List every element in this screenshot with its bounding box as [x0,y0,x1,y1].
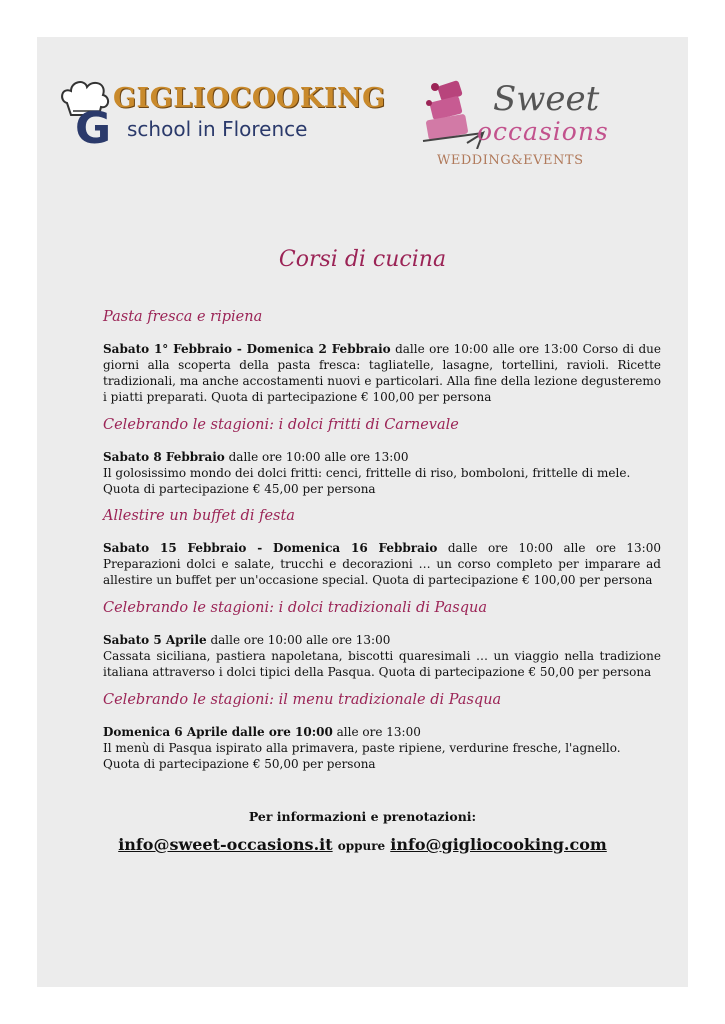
course-time: dalle ore 10:00 alle ore 13:00 [390,342,579,356]
course-description: Il golosissimo mondo dei dolci fritti: cenci, frittelle di riso, bomboloni, frittelle di mele. [103,466,631,480]
course-heading: Allestire un buffet di festa [103,508,295,524]
sweet-word: Sweet [493,79,600,119]
course-date: Sabato 5 Aprile [103,633,207,647]
course-block [103,690,661,772]
gigliocooking-logo [59,77,386,157]
email-link-sweet-occasions[interactable]: info@sweet-occasions.it [118,835,333,854]
course-description: Il menù di Pasqua ispirato alla primavera, paste ripiene, verdurine fresche, l'agnello. [103,741,621,755]
course-description: Preparazioni dolci e salate, trucchi e decorazioni … un corso completo per imparare ad allestire un buffet per un'occasione special. Quota di partecipazione € 100,00 per persona [103,557,661,587]
course-time: dalle ore 10:00 alle ore 13:00 [437,541,661,555]
occasions-word: occasions [477,117,609,146]
course-block [103,506,661,588]
gigliocooking-title: GIGLIOCOOKING [113,83,386,114]
course-date: Sabato 1° Febbraio - Domenica 2 Febbraio [103,342,391,356]
email-separator: oppure [337,839,386,853]
sweet-occasions-logo [417,77,632,169]
course-body [103,341,661,405]
course-block [103,307,661,405]
page-title: Corsi di cucina [278,247,447,272]
course-heading: Celebrando le stagioni: il menu tradizionale di Pasqua [103,692,502,708]
course-body [103,632,661,680]
course-date: Sabato 15 Febbraio - Domenica 16 Febbraio [103,541,438,555]
course-time: alle ore 13:00 [332,725,421,739]
course-block [103,598,661,680]
course-time: dalle ore 10:00 alle ore 13:00 [206,633,391,647]
course-block [103,415,661,497]
email-link-gigliocooking[interactable]: info@gigliocooking.com [390,835,607,854]
course-description: Cassata siciliana, pastiera napoletana, biscotti quaresimali … un viaggio nella tradizione italiana attraverso i dolci tipici della Pasqua. Quota di partecipazione € 50,00 per persona [103,649,661,679]
info-heading: Per informazioni e prenotazioni: [248,809,477,824]
course-body [103,724,661,772]
course-price: Quota di partecipazione € 45,00 per persona [103,482,376,496]
course-date: Sabato 8 Febbraio [103,450,225,464]
gigliocooking-g-letter: G [75,103,112,154]
course-description: Corso di due giorni alla scoperta della pasta fresca: tagliatelle, lasagne, tortellini, ravioli. Ricette tradizionali, ma anche accostamenti nuovi e particolari. Alla fine della lezione degusteremo i piatti preparati. Quota di partecipazione € 100,00 per persona [103,342,661,404]
course-price: Quota di partecipazione € 50,00 per persona [103,757,376,771]
wedding-events-label: WEDDING&EVENTS [437,153,584,168]
course-body [103,449,661,497]
course-date: Domenica 6 Aprile dalle ore 10:00 [103,725,333,739]
course-body [103,540,661,588]
course-heading: Pasta fresca e ripiena [103,309,263,325]
gigliocooking-subtitle: school in Florence [127,117,308,141]
course-time: dalle ore 10:00 alle ore 13:00 [224,450,409,464]
course-heading: Celebrando le stagioni: i dolci tradizionali di Pasqua [103,600,488,616]
contact-emails [37,835,688,854]
flyer-page [37,37,688,987]
course-heading: Celebrando le stagioni: i dolci fritti di Carnevale [103,417,459,433]
